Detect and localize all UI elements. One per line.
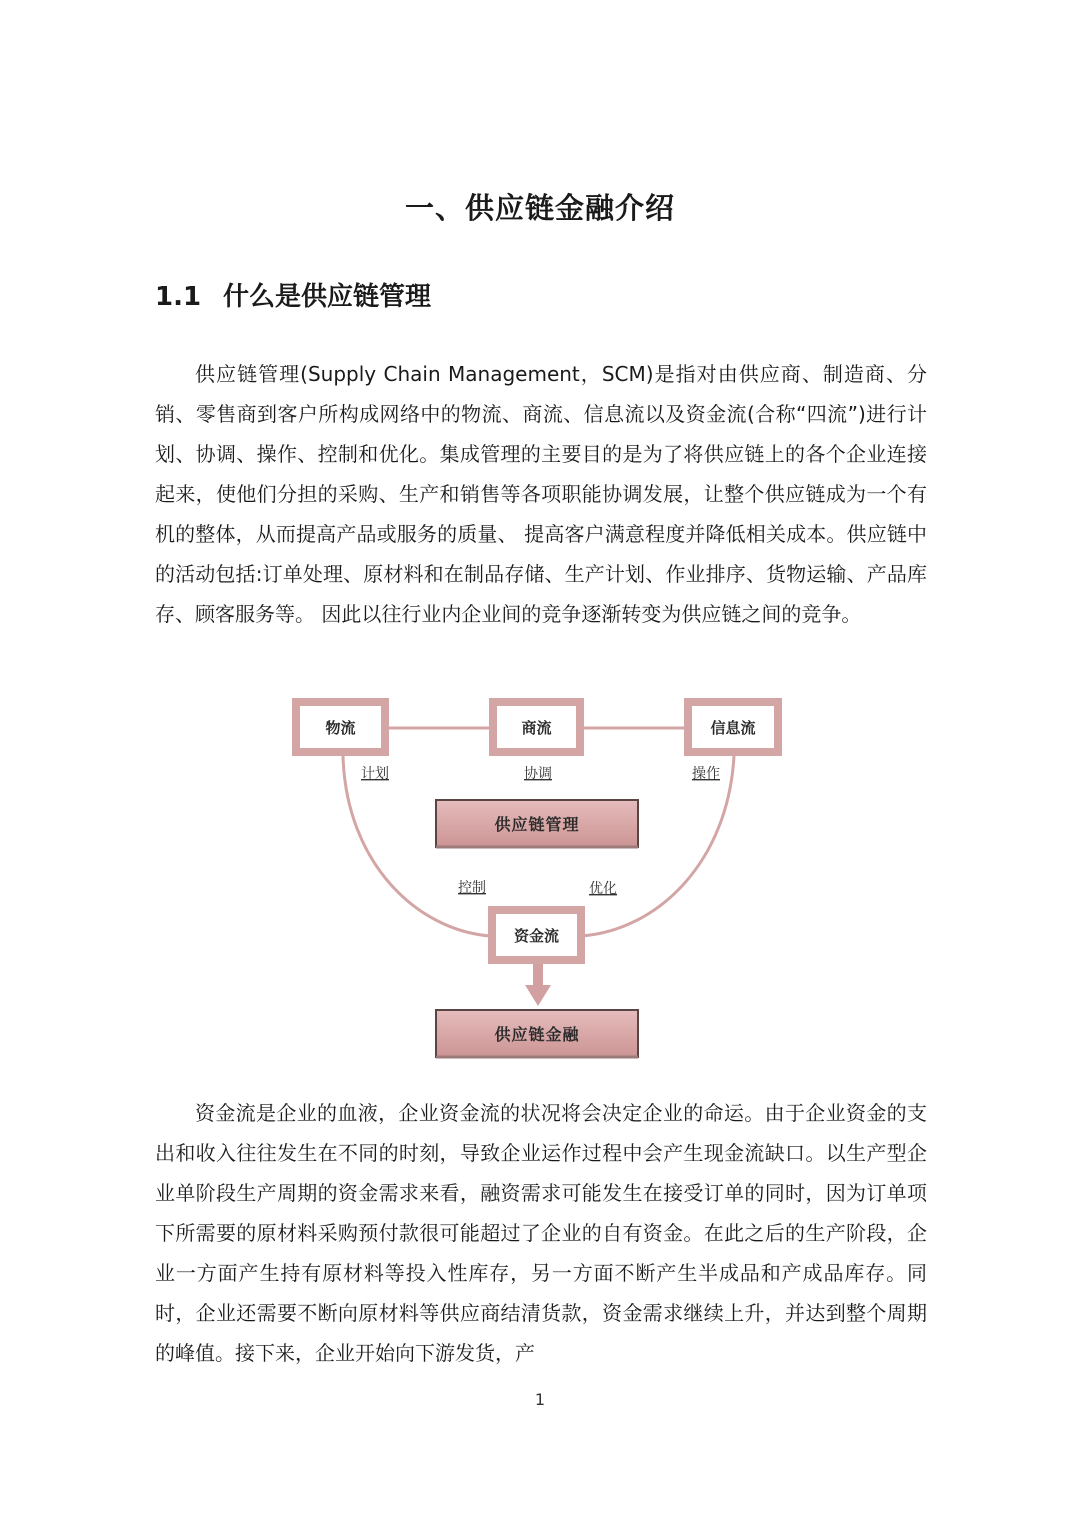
edge-label-control: 控制 bbox=[458, 880, 486, 896]
section-number: 1.1 bbox=[155, 282, 202, 312]
paragraph-scm-definition: 供应链管理(Supply Chain Management，SCM)是指对由供应商、制造商、分销、零售商到客户所构成网络中的物流、商流、信息流以及资金流(合称“四流”)进行计划、协调、操作、控制和优化。集成管理的主要目的是为了将供应链上的各个企业连接起来，使他们分担的采购、生产和销售等各项职能协调发展，让整个供应链成为一个有机的整体，从而提高产品或服务的质量、 提高客户满意程度并降低相关成本。供应链中的活动包括:订单处理、原材料和在制品存储、生产计划、作业排序、货物运输、产品库存、顾客服务等。 因此以往行业内企业间的竞争逐渐转变为供应链之间的竞争。 bbox=[155, 362, 927, 626]
chapter-title: 一、供应链金融介绍 bbox=[404, 191, 675, 225]
center-bar-label: 供应链管理 bbox=[494, 815, 580, 834]
section-title: 什么是供应链管理 bbox=[223, 282, 432, 312]
scm-diagram bbox=[286, 692, 786, 1064]
arrow-down-icon bbox=[525, 964, 551, 1006]
edge-label-coordinate: 协调 bbox=[524, 766, 552, 782]
node-logistics-label: 物流 bbox=[325, 719, 356, 737]
node-capital bbox=[488, 906, 585, 964]
node-information bbox=[684, 698, 782, 756]
result-bar-label: 供应链金融 bbox=[494, 1025, 580, 1044]
result-bar-supply-chain-finance bbox=[436, 1010, 638, 1057]
center-bar-scm bbox=[436, 800, 638, 847]
edge-label-operate: 操作 bbox=[692, 766, 720, 782]
node-information-label: 信息流 bbox=[710, 719, 756, 737]
node-commerce-label: 商流 bbox=[521, 719, 552, 737]
node-logistics bbox=[292, 698, 389, 756]
edge-label-optimize: 优化 bbox=[589, 881, 617, 897]
paragraph-capital-flow: 资金流是企业的血液，企业资金流的状况将会决定企业的命运。由于企业资金的支出和收入往往发生在不同的时刻，导致企业运作过程中会产生现金流缺口。以生产型企业单阶段生产周期的资金需求来看，融资需求可能发生在接受订单的同时，因为订单项下所需要的原材料采购预付款很可能超过了企业的自有资金。在此之后的生产阶段，企业一方面产生持有原材料等投入性库存，另一方面不断产生半成品和产成品库存。同时，企业还需要不断向原材料等供应商结清货款，资金需求继续上升，并达到整个周期的峰值。接下来，企业开始向下游发货，产 bbox=[155, 1101, 927, 1365]
page-number: 1 bbox=[534, 1390, 546, 1409]
node-commerce bbox=[489, 698, 584, 756]
edge-label-plan: 计划 bbox=[361, 766, 389, 782]
node-capital-label: 资金流 bbox=[513, 927, 560, 945]
section-heading bbox=[155, 276, 431, 313]
